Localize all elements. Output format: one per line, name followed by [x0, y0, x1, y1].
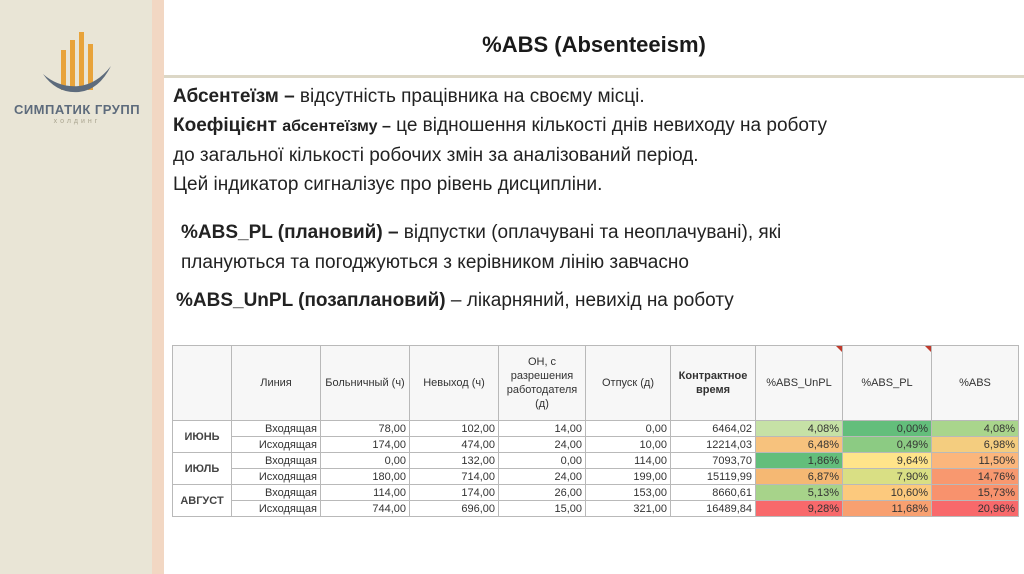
table-row: [173, 469, 1019, 485]
logo-emblem-icon: [37, 28, 117, 100]
table-cell: 6464,02: [671, 421, 756, 437]
table-cell: 14,76%: [932, 469, 1019, 485]
planned-block: [181, 218, 1001, 278]
table-cell: 132,00: [410, 453, 499, 469]
table-cell: 696,00: [410, 501, 499, 517]
header-abs-pl: %ABS_PL: [843, 346, 932, 421]
title-divider: [164, 75, 1024, 78]
table-cell: 11,50%: [932, 453, 1019, 469]
table-cell: 15119,99: [671, 469, 756, 485]
header-abs: %ABS: [932, 346, 1019, 421]
def-line2: це відношення кількості днів невиходу на роботу: [390, 115, 827, 136]
table-cell: 6,87%: [756, 469, 843, 485]
table-cell: 15,73%: [932, 485, 1019, 501]
table-cell: 26,00: [499, 485, 586, 501]
def-line3: до загальної кількості робочих змін за аналізований період.: [173, 145, 699, 166]
table-row: [173, 501, 1019, 517]
table-cell: 10,00: [586, 437, 671, 453]
table-row: [173, 485, 1019, 501]
line-type-cell: Исходящая: [232, 437, 321, 453]
table-cell: 4,08%: [932, 421, 1019, 437]
table-cell: 744,00: [321, 501, 410, 517]
unplanned-block: [176, 289, 996, 313]
term-abs-unpl: %ABS_UnPL (позаплановий): [176, 290, 446, 311]
pl-line1: відпустки (оплачувані та неоплачувані), які: [398, 222, 782, 243]
month-cell: ИЮНЬ: [173, 421, 232, 453]
table-cell: 10,60%: [843, 485, 932, 501]
table-cell: 0,49%: [843, 437, 932, 453]
header-sick: Больничный (ч): [321, 346, 410, 421]
brand-name: СИМПАТИК ГРУПП: [13, 102, 141, 117]
table-cell: 78,00: [321, 421, 410, 437]
table-cell: 102,00: [410, 421, 499, 437]
table-cell: 7,90%: [843, 469, 932, 485]
header-on-permission: ОН, с разрешения работодателя (д): [499, 346, 586, 421]
pl-line2: плануються та погоджуються з керівником лінію завчасно: [181, 252, 689, 273]
term-coefficient-2: абсентеїзму –: [282, 118, 391, 135]
table-row: [173, 453, 1019, 469]
brand-subtitle: холдинг: [53, 118, 101, 125]
table-header-row: [173, 346, 1019, 421]
month-cell: ИЮЛЬ: [173, 453, 232, 485]
table-cell: 153,00: [586, 485, 671, 501]
table-cell: 0,00: [499, 453, 586, 469]
header-month: [173, 346, 232, 421]
table-cell: 6,98%: [932, 437, 1019, 453]
table-cell: 174,00: [410, 485, 499, 501]
table-cell: 6,48%: [756, 437, 843, 453]
header-contract-time: Контрактное время: [671, 346, 756, 421]
table-cell: 20,96%: [932, 501, 1019, 517]
table-cell: 24,00: [499, 437, 586, 453]
line-type-cell: Исходящая: [232, 501, 321, 517]
slide-title: %ABS (Absenteeism): [482, 32, 706, 57]
table-row: [173, 437, 1019, 453]
table-cell: 180,00: [321, 469, 410, 485]
accent-bar: [152, 0, 164, 574]
def-line1: відсутність працівника на своєму місці.: [294, 86, 645, 107]
term-abs-pl: %ABS_PL (плановий) –: [181, 222, 399, 243]
table-cell: 8660,61: [671, 485, 756, 501]
sidebar-panel: [0, 0, 150, 574]
table-cell: 114,00: [586, 453, 671, 469]
table-cell: 7093,70: [671, 453, 756, 469]
term-coefficient: Коефіцієнт: [173, 115, 283, 136]
table-cell: 11,68%: [843, 501, 932, 517]
header-vacation: Отпуск (д): [586, 346, 671, 421]
table-cell: 321,00: [586, 501, 671, 517]
table-cell: 14,00: [499, 421, 586, 437]
table-cell: 9,64%: [843, 453, 932, 469]
definition-block: [173, 82, 1013, 199]
table-cell: 714,00: [410, 469, 499, 485]
table-cell: 16489,84: [671, 501, 756, 517]
term-absenteeism: Абсентеїзм –: [173, 86, 295, 107]
table-cell: 15,00: [499, 501, 586, 517]
def-line4: Цей індикатор сигналізує про рівень дисципліни.: [173, 174, 603, 195]
table-cell: 5,13%: [756, 485, 843, 501]
header-absence: Невыход (ч): [410, 346, 499, 421]
line-type-cell: Исходящая: [232, 469, 321, 485]
absenteeism-table: [172, 345, 1019, 517]
table-cell: 12214,03: [671, 437, 756, 453]
table-cell: 199,00: [586, 469, 671, 485]
table-cell: 4,08%: [756, 421, 843, 437]
line-type-cell: Входящая: [232, 421, 321, 437]
table-cell: 114,00: [321, 485, 410, 501]
table-cell: 474,00: [410, 437, 499, 453]
table-cell: 24,00: [499, 469, 586, 485]
line-type-cell: Входящая: [232, 485, 321, 501]
table-cell: 0,00: [321, 453, 410, 469]
company-logo: [12, 28, 142, 125]
header-line: Линия: [232, 346, 321, 421]
table-cell: 0,00: [586, 421, 671, 437]
table-cell: 1,86%: [756, 453, 843, 469]
table-cell: 0,00%: [843, 421, 932, 437]
table-row: [173, 421, 1019, 437]
header-abs-unpl: %ABS_UnPL: [756, 346, 843, 421]
table-cell: 9,28%: [756, 501, 843, 517]
table-cell: 174,00: [321, 437, 410, 453]
line-type-cell: Входящая: [232, 453, 321, 469]
unpl-line: – лікарняний, невихід на роботу: [445, 290, 734, 311]
month-cell: АВГУСТ: [173, 485, 232, 517]
